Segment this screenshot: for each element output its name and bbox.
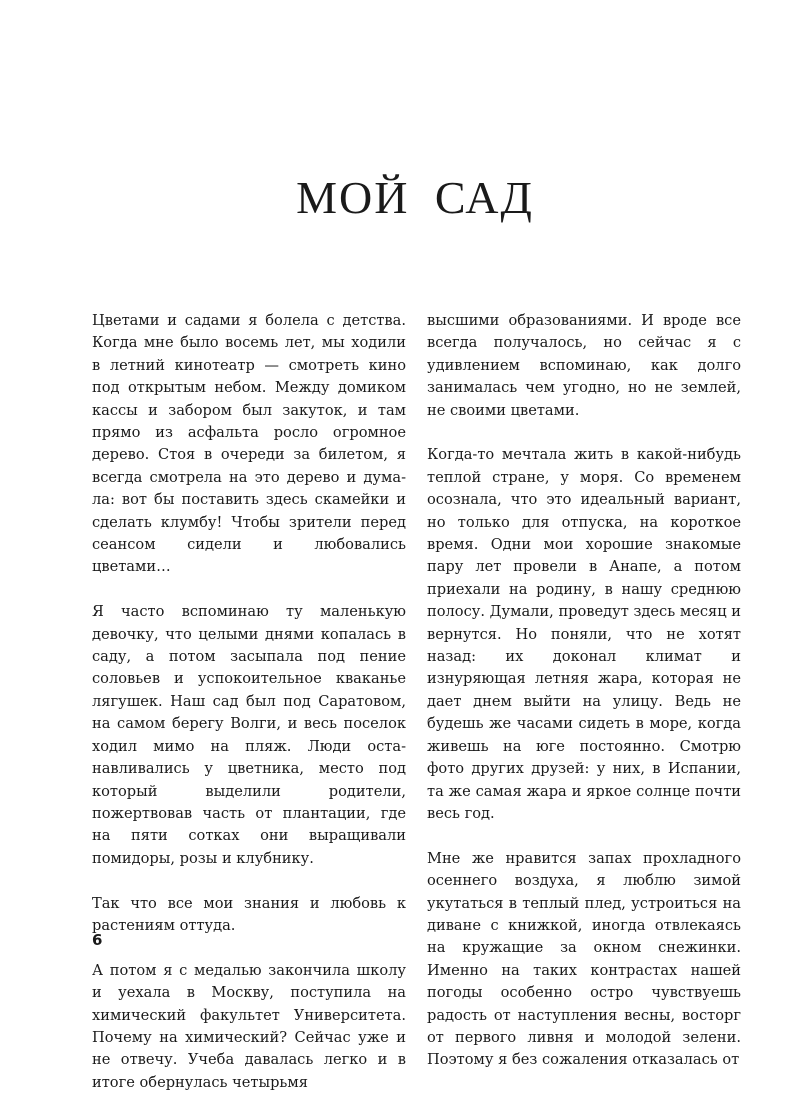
left-text-column xyxy=(92,310,406,1094)
right-text-column xyxy=(427,310,741,1072)
paragraph: Мне же нравится запах прохладного осеннего воздуха, я люблю зимой укутаться в теплый плед, устроиться на диване с книжкой, иногда отвлекаясь на кружащие за окном снежинки. Именно на таких контрастах нашей погоды особенно остро чувствуешь радость от наступления весны, восторг от первого ливня и молодой зелени. Поэтому я без сожаления отказалась от xyxy=(427,849,741,1069)
paragraph: Когда-то мечтала жить в какой-нибудь теплой стране, у моря. Со временем осознала, что это идеальный вариант, но только для отпуска, на короткое время. Одни мои хорошие знакомые пару лет провели в Анапе, а потом приехали на родину, в нашу среднюю полосу. Думали, проведут здесь месяц и вернутся. Но поняли, что не хотят назад: их доконал климат и изнуряющая летняя жара, которая не дает днем выйти на улицу. Ведь не будешь же часами сидеть в море, когда живешь на юге постоянно. Смотрю фото других друзей: у них, в Испании, та же самая жара и яркое солнце почти весь год. xyxy=(427,446,741,822)
page-number: 6 xyxy=(92,931,103,949)
paragraph: высшими образованиями. И вроде все всегда получалось, но сейчас я с удивлением вспоминаю, как долго занималась чем угодно, но не землей, не своими цветами. xyxy=(427,312,741,419)
paragraph: Я часто вспоминаю ту маленькую девочку, что целыми днями копалась в саду, а потом засыпала под пение соловьев и успокоительное кваканье лягушек. Наш сад был под Саратовом, на самом берегу Волги, и весь поселок ходил мимо на пляж. Люди останавливались у цветника, место под который выделили родители, пожертвовав часть от плантации, где на пяти сотках они выращивали помидоры, розы и клубнику. xyxy=(92,603,406,867)
paragraph: А потом я с медалью закончила школу и уехала в Москву, поступила на химический факультет Университета. Почему на химический? Сейчас уже и не отвечу. Учеба давалась легко и в итоге обернулась четырьмя xyxy=(92,961,406,1091)
page-title: МОЙ САД xyxy=(296,172,534,223)
paragraph: Цветами и садами я болела с детства. Когда мне было восемь лет, мы ходили в летний кинотеатр — смотреть кино под открытым небом. Между домиком кассы и забором был закуток, и там прямо из асфальта росло огромное дерево. Стоя в очереди за билетом, я всегда смотрела на это дерево и думала: вот бы поставить здесь скамейки и сделать клумбу! Чтобы зрители перед сеансом сидели и любовались цветами… xyxy=(92,312,406,576)
paragraph: Так что все мои знания и любовь к растениям оттуда. xyxy=(92,894,406,934)
